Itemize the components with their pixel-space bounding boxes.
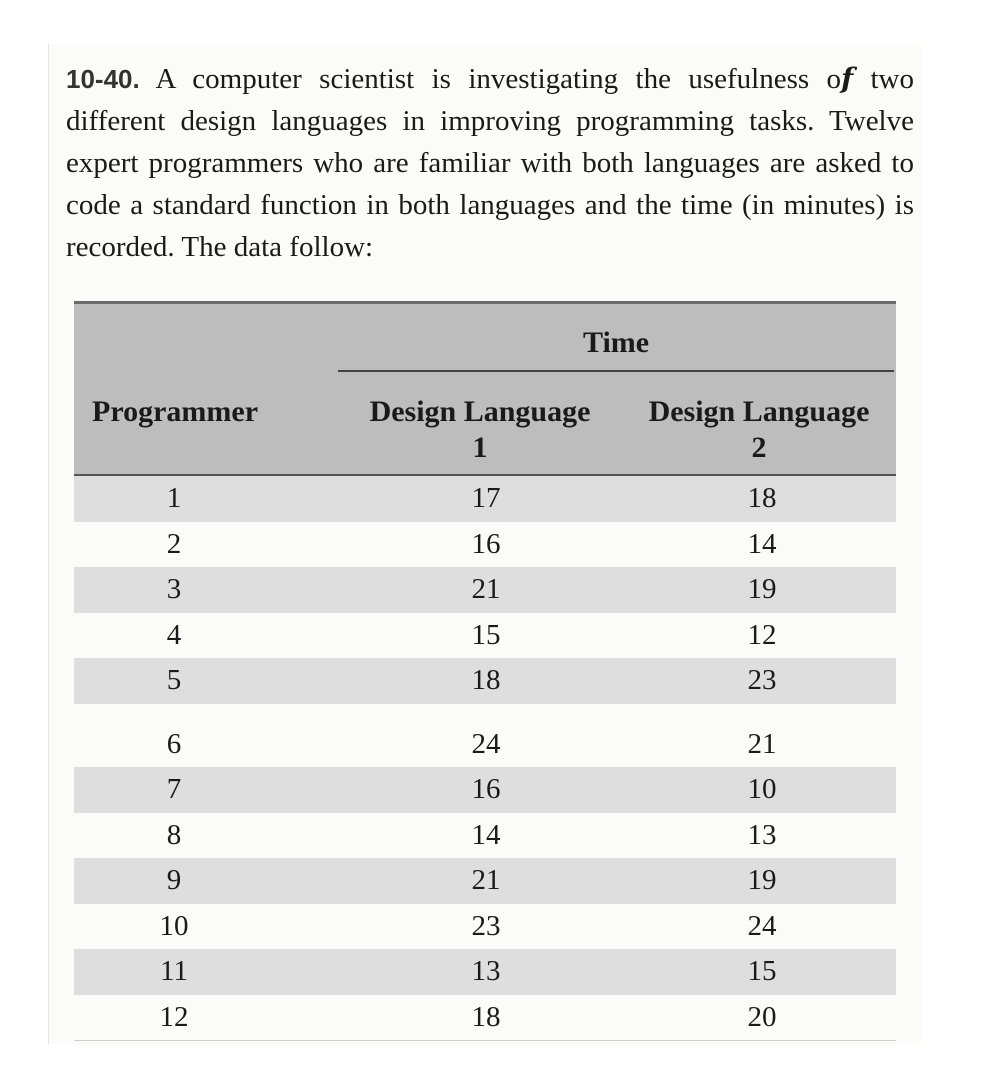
- cell-language-2: 19: [747, 573, 777, 605]
- cell-programmer: 12: [159, 1000, 189, 1033]
- cell-language-1: 21: [471, 573, 501, 605]
- table-body: [74, 476, 896, 1040]
- cell-programmer: 7: [166, 773, 182, 805]
- cell-language-2: 13: [747, 818, 777, 851]
- cell-programmer: 8: [166, 818, 182, 851]
- cell-language-1: 21: [471, 864, 501, 896]
- table-row: [74, 567, 896, 613]
- data-table: [74, 301, 896, 1040]
- header-design-language-2: [634, 394, 884, 466]
- cell-programmer: 4: [166, 618, 182, 651]
- header-programmer: Programmer: [92, 395, 259, 428]
- cell-language-1: 24: [471, 727, 501, 760]
- cell-language-2: 20: [747, 1000, 777, 1033]
- cell-language-1: 13: [471, 955, 501, 987]
- cell-programmer: 5: [166, 664, 182, 696]
- time-group-header: Time: [583, 326, 650, 359]
- cell-language-2: 12: [747, 618, 777, 651]
- cell-language-1: 18: [471, 1000, 501, 1033]
- table-row: [74, 904, 896, 950]
- cell-language-1: 16: [471, 527, 501, 560]
- cell-language-2: 18: [747, 482, 777, 514]
- cell-language-1: 15: [471, 618, 501, 651]
- cell-programmer: 3: [166, 573, 182, 605]
- table-row: [74, 613, 896, 659]
- header-design-language-2-title: Design Language: [648, 395, 870, 428]
- table-row: [74, 858, 896, 904]
- cell-language-1: 14: [471, 818, 501, 851]
- cell-programmer: 2: [166, 527, 182, 560]
- cell-programmer: 6: [166, 727, 182, 760]
- problem-number: 10-40.: [66, 64, 140, 94]
- problem-text-handwritten-f: f: [841, 62, 854, 95]
- header-design-language-1-number: 1: [472, 431, 488, 464]
- cell-language-2: 15: [747, 955, 777, 987]
- table-row: [74, 813, 896, 859]
- header-design-language-1: [354, 394, 606, 466]
- table-header: [74, 301, 896, 476]
- cell-language-2: 24: [747, 909, 777, 942]
- problem-text-body: two different design languages in improving programming tasks. Twelve expert programmers who are familiar with both languages are asked to code a standard function in both languages and the time (in minutes) is recorded. The data follow:: [66, 63, 914, 263]
- cell-programmer: 11: [160, 955, 188, 987]
- cell-language-1: 23: [471, 909, 501, 942]
- header-design-language-1-title: Design Language: [369, 395, 591, 428]
- table-bottom-rule: [74, 1040, 896, 1041]
- table-row: [74, 722, 896, 768]
- cell-programmer: 1: [166, 482, 182, 514]
- table-row: [74, 995, 896, 1041]
- cell-language-1: 17: [471, 482, 501, 514]
- table-row: [74, 522, 896, 568]
- cell-language-2: 14: [747, 527, 777, 560]
- table-row: [74, 949, 896, 995]
- cell-language-2: 19: [747, 864, 777, 896]
- cell-language-2: 10: [747, 773, 777, 805]
- cell-language-2: 21: [747, 727, 777, 760]
- cell-language-2: 23: [747, 664, 777, 696]
- table-row: [74, 767, 896, 813]
- problem-statement: [66, 58, 914, 268]
- table-row: [74, 476, 896, 522]
- table-row: [74, 658, 896, 704]
- time-group-rule: [338, 370, 894, 372]
- cell-programmer: 9: [166, 864, 182, 896]
- header-design-language-2-number: 2: [751, 431, 767, 464]
- cell-language-1: 18: [471, 664, 501, 696]
- cell-language-1: 16: [471, 773, 501, 805]
- cell-programmer: 10: [159, 909, 189, 942]
- problem-text-line1: A computer scientist is investigating the usefulness o: [155, 63, 842, 95]
